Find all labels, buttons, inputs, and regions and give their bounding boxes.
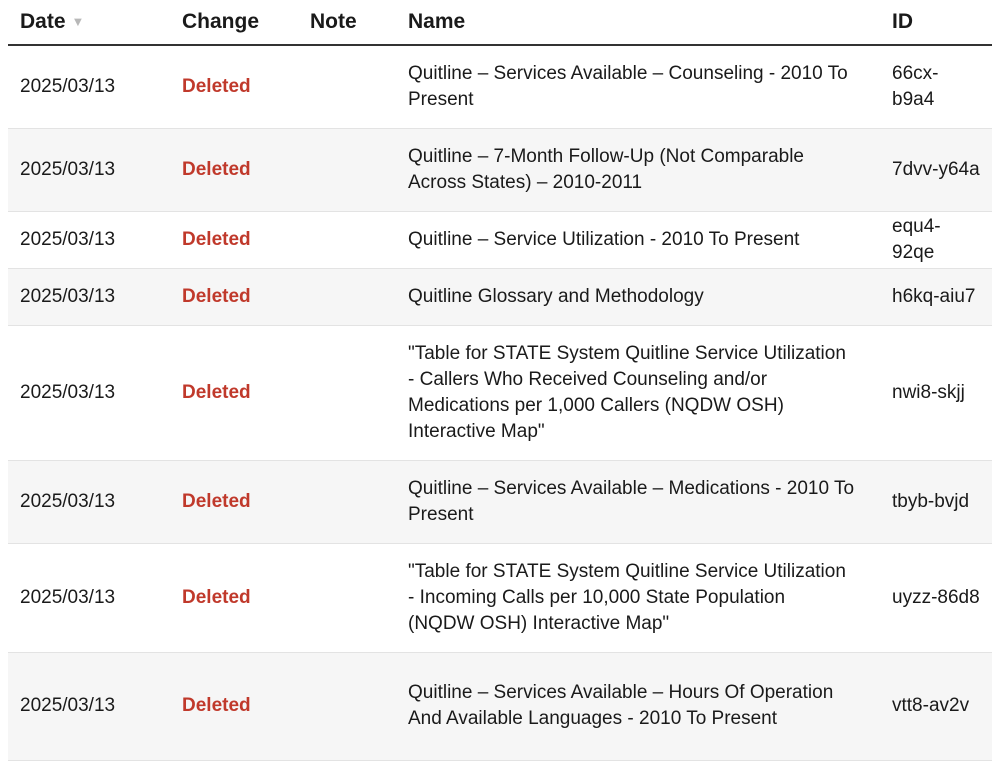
id-column-header[interactable]: ID	[880, 0, 992, 45]
row-id: nwi8-skjj	[880, 325, 992, 460]
row-name: Quitline – Service Utilization - 2010 To Present	[396, 211, 880, 268]
row-note	[298, 460, 396, 543]
table-body	[8, 45, 992, 760]
row-name: Quitline – Services Available – Hours Of Operation And Available Languages - 2010 To Present	[396, 652, 880, 760]
row-change-status: Deleted	[170, 268, 298, 325]
row-change-status: Deleted	[170, 543, 298, 652]
row-id: tbyb-bvjd	[880, 460, 992, 543]
header-row	[8, 0, 992, 45]
table-row	[8, 543, 992, 652]
row-change-status: Deleted	[170, 652, 298, 760]
row-note	[298, 543, 396, 652]
row-id: equ4-92qe	[880, 211, 992, 268]
row-note	[298, 45, 396, 128]
table-row	[8, 652, 992, 760]
row-date: 2025/03/13	[8, 45, 170, 128]
row-date: 2025/03/13	[8, 128, 170, 211]
row-change-status: Deleted	[170, 325, 298, 460]
row-id: uyzz-86d8	[880, 543, 992, 652]
row-date: 2025/03/13	[8, 543, 170, 652]
row-name: "Table for STATE System Quitline Service Utilization - Incoming Calls per 10,000 State Population (NQDW OSH) Interactive Map"	[396, 543, 880, 652]
row-id: vtt8-av2v	[880, 652, 992, 760]
row-note	[298, 211, 396, 268]
date-column-header[interactable]	[8, 0, 170, 45]
table-header	[8, 0, 992, 45]
name-column-header[interactable]: Name	[396, 0, 880, 45]
row-name: "Table for STATE System Quitline Service Utilization - Callers Who Received Counseling and/or Medications per 1,000 Callers (NQDW OSH) Interactive Map"	[396, 325, 880, 460]
row-id: h6kq-aiu7	[880, 268, 992, 325]
table-row	[8, 211, 992, 268]
row-change-status: Deleted	[170, 460, 298, 543]
row-note	[298, 652, 396, 760]
row-date: 2025/03/13	[8, 268, 170, 325]
table-row	[8, 268, 992, 325]
row-note	[298, 128, 396, 211]
row-name: Quitline – 7-Month Follow-Up (Not Comparable Across States) – 2010-2011	[396, 128, 880, 211]
date-header-label: Date	[20, 10, 66, 33]
changes-table	[8, 0, 992, 761]
row-date: 2025/03/13	[8, 325, 170, 460]
row-note	[298, 325, 396, 460]
sort-down-triangle-icon: ▼	[71, 14, 85, 29]
row-id: 66cx-b9a4	[880, 45, 992, 128]
row-change-status: Deleted	[170, 211, 298, 268]
change-column-header[interactable]: Change	[170, 0, 298, 45]
row-name: Quitline – Services Available – Medications - 2010 To Present	[396, 460, 880, 543]
row-change-status: Deleted	[170, 128, 298, 211]
note-column-header[interactable]: Note	[298, 0, 396, 45]
table-row	[8, 45, 992, 128]
row-id: 7dvv-y64a	[880, 128, 992, 211]
table-row	[8, 128, 992, 211]
row-date: 2025/03/13	[8, 211, 170, 268]
table-row	[8, 325, 992, 460]
row-name: Quitline – Services Available – Counseling - 2010 To Present	[396, 45, 880, 128]
row-date: 2025/03/13	[8, 460, 170, 543]
row-date: 2025/03/13	[8, 652, 170, 760]
row-note	[298, 268, 396, 325]
row-name: Quitline Glossary and Methodology	[396, 268, 880, 325]
row-change-status: Deleted	[170, 45, 298, 128]
table-row	[8, 460, 992, 543]
